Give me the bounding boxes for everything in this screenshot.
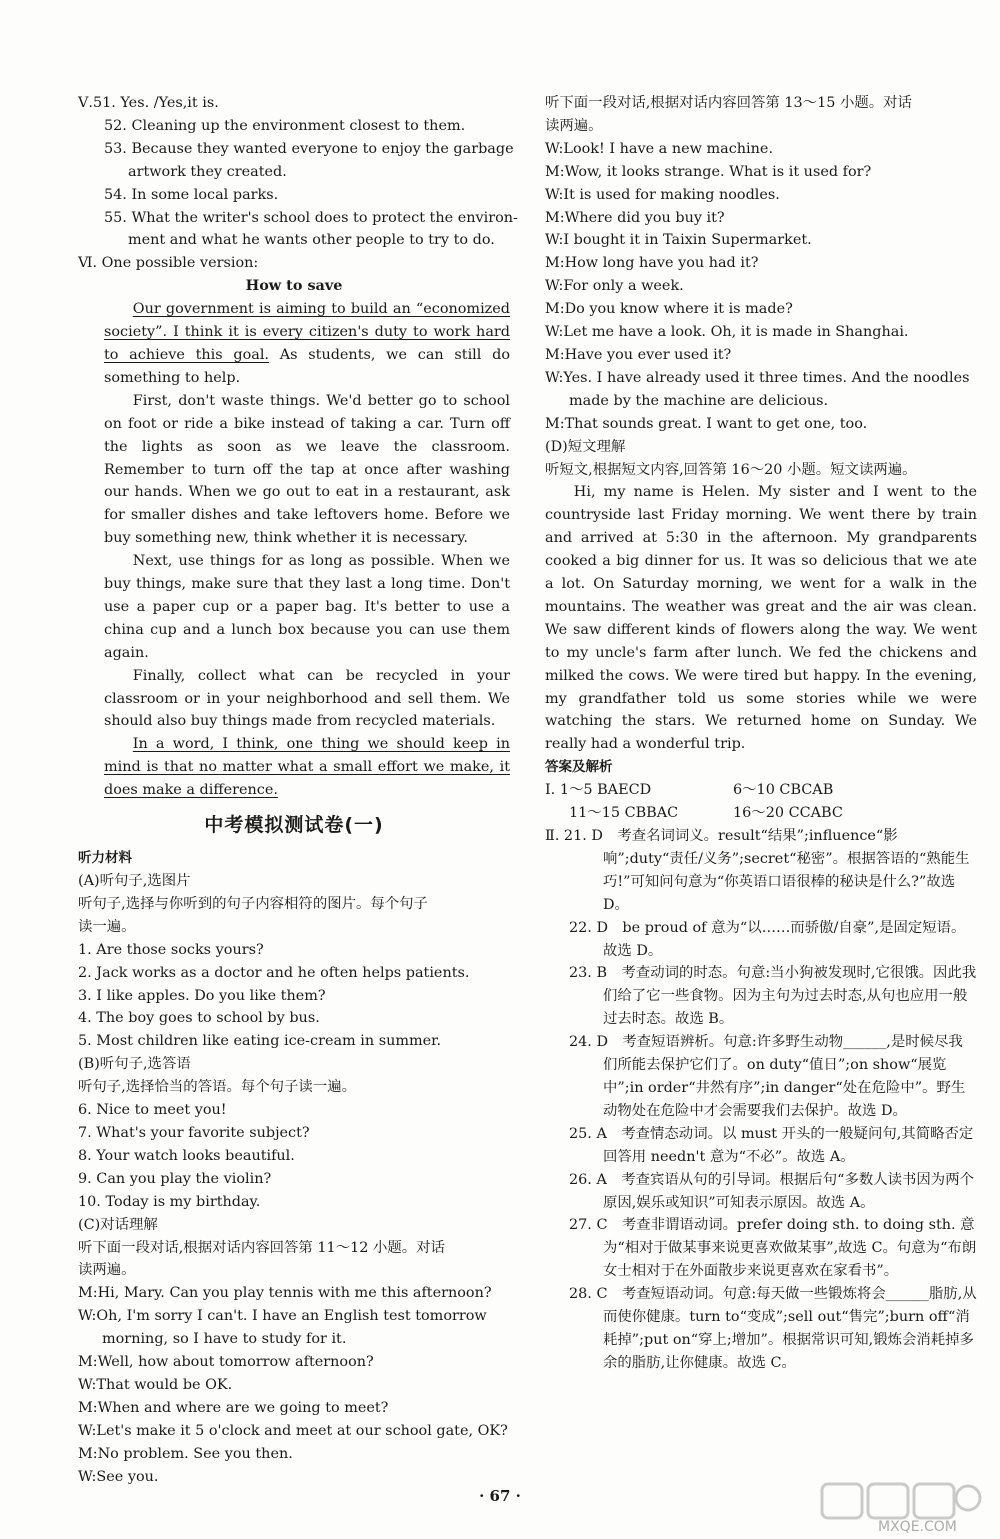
dialog-line: W:Let's make it 5 o'clock and meet at our school gate, OK? xyxy=(78,1422,508,1439)
dialog-line: M:That sounds great. I want to get one, too. xyxy=(545,415,868,432)
answer-explanation-25: 25. A 考查情态动词。以 must 开头的一般疑问句,其简略否定回答用 needn't 意为“不必”。故选 A。 xyxy=(569,1125,974,1165)
answer-explanation-26: 26. A 考查宾语从句的引导词。根据后句“多数人读书因为两个原因,娱乐或知识”可知表示原因。故选 A。 xyxy=(569,1171,974,1211)
dialog-line: W:Look! I have a new machine. xyxy=(545,140,774,157)
part-b-title: (B)听句子,选答语 xyxy=(78,1056,191,1073)
dialog-line: M:Well, how about tomorrow afternoon? xyxy=(78,1354,374,1371)
answer-explanation-22: 22. D be proud of 意为“以……而骄傲/自豪”,是固定短语。故选 D。 xyxy=(569,919,966,959)
dialog-2-instruction: 听下面一段对话,根据对话内容回答第 13～15 小题。对话 xyxy=(545,95,912,111)
listening-item-3: 3. I like apples. Do you like them? xyxy=(78,987,326,1004)
dialog-line: W:For only a week. xyxy=(545,278,684,295)
essay-paragraph-1 xyxy=(104,298,510,390)
listening-item-8: 8. Your watch looks beautiful. xyxy=(78,1147,295,1164)
passage xyxy=(545,481,977,756)
listening-item-7: 7. What's your favorite subject? xyxy=(78,1124,310,1141)
answers-title: 答案及解析 xyxy=(545,759,613,776)
essay-title: How to save xyxy=(245,277,343,295)
page-number: · 67 · xyxy=(479,1487,521,1505)
left-column xyxy=(78,92,518,1488)
answers-row-1 xyxy=(545,779,977,802)
essay-paragraph-3: Next, use things for as long as possible. When we buy things, make sure that they last a long time. Don't use a paper cup or a paper bag. It's better to use a china cup and a lunch box because you can use them again. xyxy=(104,553,510,661)
passage-text: Hi, my name is Helen. My sister and I went to the countryside last Friday morning. We went there by train and arrived at 5:30 in the afternoon. My grandparents cooked a big dinner for us. It was so delicious that we ate a lot. On Saturday morning, we went for a walk in the mountains. The weather was great and the air was clean. We saw different kinds of flowers along the way. We went to my uncle's farm after lunch. We fed the chickens and milked the cows. We were tired but happy. In the evening, my grandfather told us some stories while we were watching the stars. We returned home on Sunday. We really had a wonderful trip. xyxy=(545,484,977,753)
answer-55: 55. What the writer's school does to protect the environ- xyxy=(104,209,518,226)
part-b-instruction: 听句子,选择恰当的答语。每个句子读一遍。 xyxy=(78,1079,356,1096)
listening-item-1: 1. Are those socks yours? xyxy=(78,941,264,958)
answer-explanation-24: 24. D 考查短语辨析。句意:许多野生动物______,是时候尽我们所能去保护它们了。on duty“值日”;on show“展览中”;in order“井然有序”;in danger“处在危险中”。野生动物处在危险中才会需要我们去保护。故选 D。 xyxy=(569,1034,966,1119)
dialog-line: W:Let me have a look. Oh, it is made in Shanghai. xyxy=(545,324,909,341)
answer-explanation-21: Ⅱ. 21. D 考查名词词义。result“结果”;influence“影响”;duty“责任/义务”;secret“秘密”。根据答语的“熟能生巧!”可知问句意为“你英语口语很棒的秘诀是什么?”故选 D。 xyxy=(545,828,970,913)
answers-16-20: 16～20 CCABC xyxy=(733,805,843,822)
dialog-line: M:Do you know where it is made? xyxy=(545,301,793,318)
essay-paragraph-2: First, don't waste things. We'd better go to school on foot or ride a bike instead of taking a car. Turn off the lights as soon as we leave the classroom. Remember to turn off the tap at once after washing our hands. When we go out to eat in a restaurant, ask for smaller dishes and take leftovers home. Before we buy something new, think whether it is necessary. xyxy=(104,392,510,547)
essay-paragraph-5 xyxy=(104,733,510,802)
dialog-line: M:Have you ever used it? xyxy=(545,346,732,363)
listening-material-title: 听力材料 xyxy=(78,850,132,867)
listening-item-6: 6. Nice to meet you! xyxy=(78,1102,227,1119)
dialog-line: M:How long have you had it? xyxy=(545,255,759,272)
answer-explanation-28: 28. C 考查短语动词。句意:每天做一些锻炼将会______脂肪,从而使你健康。turn to“变成”;sell out“售完”;burn off“消耗掉”;put on“穿上;增加”。根据常识可知,锻炼会消耗掉多余的脂肪,让你健康。故选 C。 xyxy=(569,1286,977,1371)
dialog-line: W:It is used for making noodles. xyxy=(545,186,780,203)
answer-54: 54. In some local parks. xyxy=(104,186,279,203)
answer-53-cont: artwork they created. xyxy=(128,163,287,180)
dialog-line: M:Hi, Mary. Can you play tennis with me this afternoon? xyxy=(78,1285,492,1302)
answer-explanation-23: 23. B 考查动词的时态。句意:当小狗被发现时,它很饿。因此我们给了它一些食物。因为主句为过去时态,从句也应用一般过去时态。故选 B。 xyxy=(569,965,977,1028)
exam-title: 中考模拟测试卷(一) xyxy=(204,814,384,837)
answer-explanation-27: 27. C 考查非谓语动词。prefer doing sth. to doing sth. 意为“相对于做某事来说更喜欢做某事”,故选 C。句意为“布朗女士相对于在外面散步来说更喜欢在家看书”。 xyxy=(569,1217,977,1280)
section-6-label: Ⅵ. One possible version: xyxy=(78,255,259,272)
dialog-line: W:I bought it in Taixin Supermarket. xyxy=(545,232,812,249)
essay-body xyxy=(78,298,510,802)
dialog-line: W:That would be OK. xyxy=(78,1376,233,1393)
part-a-instruction: 听句子,选择与你听到的句子内容相符的图片。每个句子 xyxy=(78,895,428,912)
listening-item-2: 2. Jack works as a doctor and he often helps patients. xyxy=(78,964,470,981)
part-a-instruction-cont: 读一遍。 xyxy=(78,918,136,935)
dialog-line: W:Yes. I have already used it three times. And the noodles made by the machine are delicious. xyxy=(545,369,970,409)
dialog-line: M:No problem. See you then. xyxy=(78,1445,293,1462)
part-c-title: (C)对话理解 xyxy=(78,1216,158,1233)
listening-item-5: 5. Most children like eating ice-cream in summer. xyxy=(78,1033,442,1050)
answer-53: 53. Because they wanted everyone to enjoy the garbage xyxy=(104,140,514,157)
part-c-instruction: 听下面一段对话,根据对话内容回答第 11～12 小题。对话 xyxy=(78,1239,445,1256)
right-column xyxy=(545,92,977,1375)
dialog-line: M:When and where are we going to meet? xyxy=(78,1399,389,1416)
essay-p5-underlined: In a word, I think, one thing we should keep in mind is that no matter what a small effort we make, it does make a difference. xyxy=(104,736,510,799)
dialog-line: W:Oh, I'm sorry I can't. I have an English test tomorrow morning, so I have to study for it. xyxy=(78,1308,487,1348)
answers-1-5: Ⅰ. 1～5 BAECD xyxy=(545,782,652,799)
answer-52: 52. Cleaning up the environment closest to them. xyxy=(104,117,466,134)
essay-paragraph-4: Finally, collect what can be recycled in your classroom or in your neighborhood and sell them. We should also buy things made from recycled materials. xyxy=(104,667,510,730)
listening-item-4: 4. The boy goes to school by bus. xyxy=(78,1010,320,1027)
dialog-2-instruction-cont: 读两遍。 xyxy=(545,117,603,134)
part-d-title: (D)短文理解 xyxy=(545,438,626,455)
essay-p1-underlined: Our government is aiming to build an “economized society”. I think it is every citizen's duty to work hard to achieve this goal. xyxy=(104,301,510,363)
answer-51: Ⅴ.51. Yes. /Yes,it is. xyxy=(78,95,219,111)
part-d-instruction: 听短文,根据短文内容,回答第 16～20 小题。短文读两遍。 xyxy=(545,461,917,478)
listening-item-9: 9. Can you play the violin? xyxy=(78,1170,272,1187)
dialog-line: M:Wow, it looks strange. What is it used for? xyxy=(545,163,872,180)
listening-item-10: 10. Today is my birthday. xyxy=(78,1193,261,1210)
answers-row-2 xyxy=(545,802,977,825)
part-a-title: (A)听句子,选图片 xyxy=(78,873,191,889)
answer-55-cont: ment and what he wants other people to try to do. xyxy=(128,232,495,249)
dialog-line: M:Where did you buy it? xyxy=(545,209,725,226)
answers-11-15: 11～15 CBBAC xyxy=(569,805,679,822)
watermark-text: MXQE.COM xyxy=(878,1519,957,1535)
essay-p1-rest: As students, we can still do something to help. xyxy=(104,346,510,386)
part-c-instruction-cont: 读两遍。 xyxy=(78,1262,136,1279)
answers-6-10: 6～10 CBCAB xyxy=(733,782,834,799)
dialog-line: W:See you. xyxy=(78,1468,159,1485)
